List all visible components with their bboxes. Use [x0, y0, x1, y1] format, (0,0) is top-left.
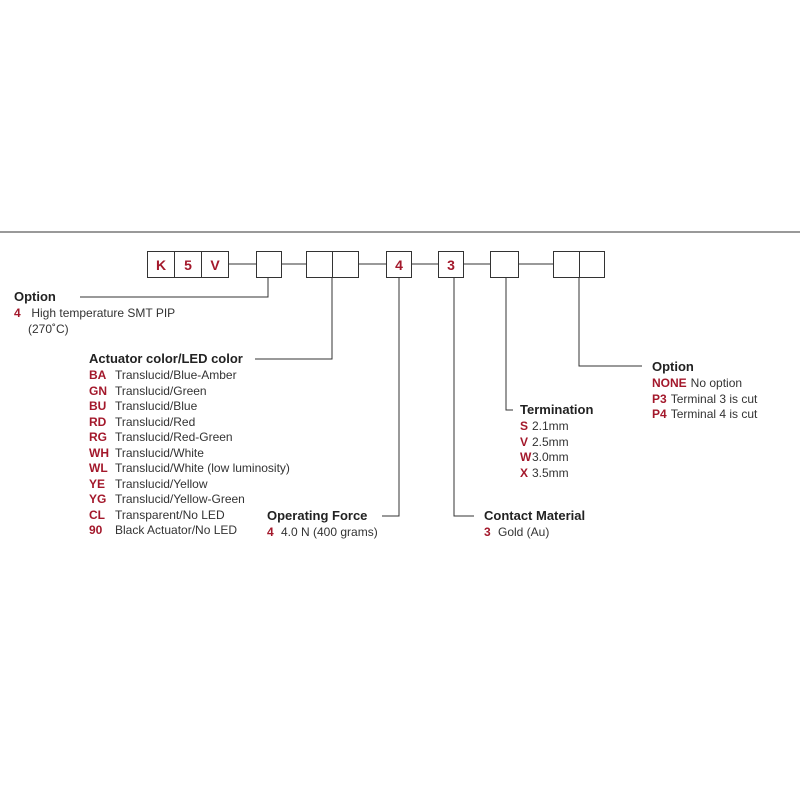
option-desc: Translucid/Blue — [115, 399, 198, 413]
option-desc: Terminal 4 is cut — [670, 407, 758, 421]
option-code: RD — [89, 414, 107, 429]
option-code: 3 — [484, 525, 491, 539]
option-code: NONE — [652, 376, 687, 390]
actuator-color-row — [89, 508, 290, 524]
option-desc: Gold (Au) — [498, 525, 550, 539]
option-code: P3 — [652, 391, 667, 406]
option-note-text: (270˚C) — [28, 321, 69, 336]
option-code: BA — [89, 368, 107, 382]
option-high-temp-block — [14, 288, 175, 337]
operating-force-title: Operating Force — [267, 508, 368, 523]
option-code: BU — [89, 399, 107, 413]
actuator-color-row — [89, 430, 290, 446]
actuator-color-row — [89, 492, 290, 508]
option-terminal-row — [652, 407, 757, 423]
option-desc: Translucid/Blue-Amber — [115, 368, 237, 382]
actuator-color-row — [89, 368, 290, 384]
part-box-option-terminal-2 — [579, 251, 605, 278]
option-terminal-block — [652, 358, 757, 423]
option-desc: High temperature SMT PIP — [31, 306, 176, 320]
option-code: V — [520, 434, 529, 449]
option-desc: Translucid/Yellow-Green — [115, 492, 245, 506]
part-box-3: V — [201, 251, 229, 278]
actuator-color-row — [89, 523, 290, 539]
operating-force-row — [267, 525, 378, 541]
option-code: YG — [89, 492, 107, 506]
option-desc: 2.1mm — [532, 419, 569, 433]
part-box-actuator-color-2 — [332, 251, 359, 278]
option-high-temp-row — [14, 306, 175, 322]
option-note — [14, 322, 175, 338]
termination-row — [520, 435, 593, 451]
actuator-color-row — [89, 384, 290, 400]
option-code: P4 — [652, 407, 667, 421]
termination-row — [520, 419, 593, 435]
option-desc: Translucid/Green — [115, 383, 207, 398]
actuator-color-block — [89, 350, 290, 539]
option-code: X — [520, 465, 529, 480]
actuator-color-row — [89, 477, 290, 493]
option-desc: No option — [690, 376, 743, 390]
option-desc: Transparent/No LED — [115, 507, 225, 522]
leader-actuator-color — [255, 278, 332, 359]
contact-material-row — [484, 525, 585, 541]
part-box-option-high-temp — [256, 251, 282, 278]
part-box-operating-force: 4 — [386, 251, 412, 278]
leader-contact-material — [454, 278, 474, 516]
option-code: 4 — [14, 306, 21, 320]
operating-force-block — [267, 507, 378, 541]
part-box-1: K — [147, 251, 175, 278]
termination-row — [520, 450, 593, 466]
actuator-color-row — [89, 461, 290, 477]
option-terminal-row — [652, 392, 757, 408]
option-code: W — [520, 450, 532, 464]
leader-operating-force — [382, 278, 399, 516]
option-code: S — [520, 419, 529, 433]
option-desc: Translucid/Yellow — [115, 476, 208, 491]
option-code: YE — [89, 476, 106, 491]
option-code: 4 — [267, 525, 274, 539]
contact-material-title: Contact Material — [484, 508, 586, 523]
actuator-color-title: Actuator color/LED color — [89, 351, 243, 366]
actuator-color-row — [89, 446, 290, 462]
option-desc: 3.0mm — [532, 450, 569, 464]
option-desc: Translucid/Red-Green — [115, 430, 233, 444]
option-code: WH — [89, 445, 109, 460]
option-code: 90 — [89, 523, 103, 537]
option-desc: 3.5mm — [532, 465, 569, 480]
actuator-color-row — [89, 399, 290, 415]
part-box-contact-material: 3 — [438, 251, 464, 278]
termination-block — [520, 401, 593, 481]
option-code: RG — [89, 430, 107, 444]
option-code: CL — [89, 507, 105, 522]
contact-material-block — [484, 507, 585, 541]
option-desc: Translucid/White — [115, 445, 204, 460]
part-box-actuator-color-1 — [306, 251, 333, 278]
part-box-option-terminal-1 — [553, 251, 580, 278]
option-desc: Terminal 3 is cut — [670, 391, 758, 406]
option-desc: Black Actuator/No LED — [115, 523, 238, 537]
leader-option-terminal — [579, 278, 642, 366]
option-desc: 2.5mm — [532, 434, 569, 449]
termination-row — [520, 466, 593, 482]
part-box-termination — [490, 251, 519, 278]
option-desc: Translucid/Red — [115, 414, 196, 429]
option-terminal-row — [652, 376, 757, 392]
option-desc: Translucid/White (low luminosity) — [115, 461, 290, 475]
option-terminal-title: Option — [652, 359, 694, 374]
option-code: GN — [89, 383, 107, 398]
option-desc: 4.0 N (400 grams) — [281, 525, 378, 539]
leader-termination — [506, 278, 513, 410]
termination-title: Termination — [520, 402, 594, 417]
part-box-2: 5 — [174, 251, 202, 278]
option-code: WL — [89, 461, 108, 475]
actuator-color-row — [89, 415, 290, 431]
option-high-temp-title: Option — [14, 289, 56, 304]
